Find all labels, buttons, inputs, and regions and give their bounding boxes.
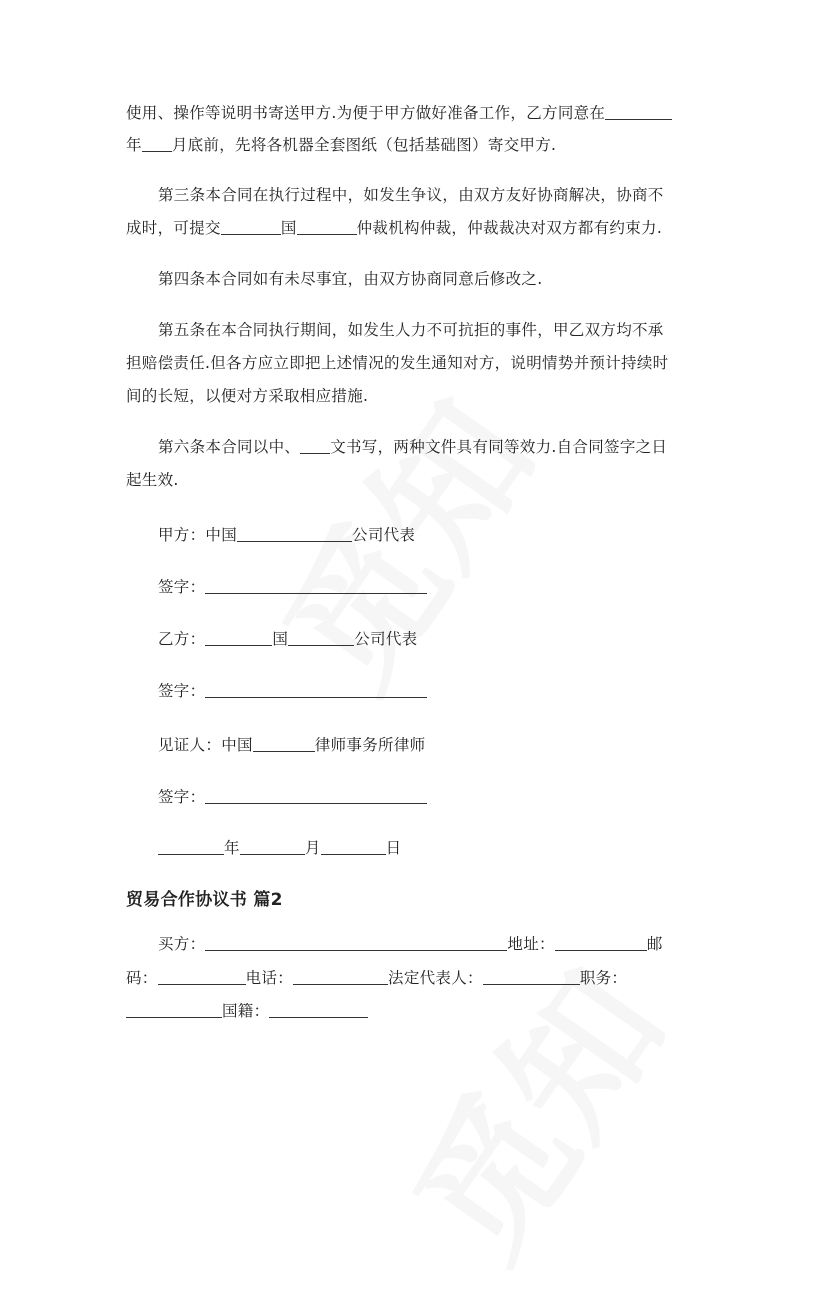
text-line: 使用、操作等说明书寄送甲方.为便于甲方做好准备工作，乙方同意在 <box>126 103 672 123</box>
blank-field <box>205 787 427 804</box>
blank-field <box>253 735 315 752</box>
blank-field <box>205 934 507 951</box>
blank-field <box>158 838 224 855</box>
blank-field <box>321 838 386 855</box>
blank-field <box>205 629 272 646</box>
clause-6: 第六条本合同以中、 文书写，两种文件具有同等效力.自合同签字之日 <box>158 438 668 456</box>
blank-field <box>288 629 354 646</box>
blank-field <box>483 968 580 985</box>
party-a-line: 甲方：中国 公司代表 <box>158 526 416 544</box>
text-line: 担赔偿责任.但各方应立即把上述情况的发生通知对方，说明情势并预计持续时 <box>126 354 669 372</box>
blank-field <box>269 1001 368 1018</box>
clause-5: 第五条在本合同执行期间，如发生人力不可抗拒的事件，甲乙双方均不承 <box>158 321 664 339</box>
blank-field <box>240 838 305 855</box>
text-line: 码： 电话： 法定代表人： 职务： <box>126 969 628 987</box>
blank-field <box>221 218 281 235</box>
text-line: 成时，可提交 国 仲裁机构仲裁，仲裁裁决对双方都有约束力. <box>126 219 663 237</box>
text-line: 年 月底前，先将各机器全套图纸（包括基础图）寄交甲方. <box>126 136 557 154</box>
blank-field <box>158 968 246 985</box>
blank-field <box>142 135 172 152</box>
blank-field <box>205 681 427 698</box>
signature-line: 签字： <box>158 681 427 701</box>
witness-line: 见证人：中国 律师事务所律师 <box>158 736 426 754</box>
blank-field <box>555 934 647 951</box>
text-line: 起生效. <box>126 471 179 489</box>
blank-field <box>205 577 427 594</box>
blank-field <box>126 1001 222 1018</box>
date-line: 年 月 日 <box>158 838 401 858</box>
blank-field <box>605 103 672 120</box>
blank-field <box>297 218 357 235</box>
text-line: 国籍： <box>126 1001 368 1021</box>
blank-field <box>293 968 388 985</box>
signature-line: 签字： <box>158 787 427 807</box>
blank-field <box>237 525 352 542</box>
signature-line: 签字： <box>158 577 427 597</box>
section-heading: 贸易合作协议书 篇2 <box>126 890 283 910</box>
blank-field <box>300 437 330 454</box>
text-line: 买方： 地址： 邮 <box>158 935 663 953</box>
clause-4: 第四条本合同如有未尽事宜，由双方协商同意后修改之. <box>158 270 543 288</box>
party-b-line: 乙方： 国 公司代表 <box>158 630 418 648</box>
clause-3: 第三条本合同在执行过程中，如发生争议，由双方友好协商解决，协商不 <box>158 186 664 204</box>
text-line: 间的长短，以便对方采取相应措施. <box>126 387 369 405</box>
